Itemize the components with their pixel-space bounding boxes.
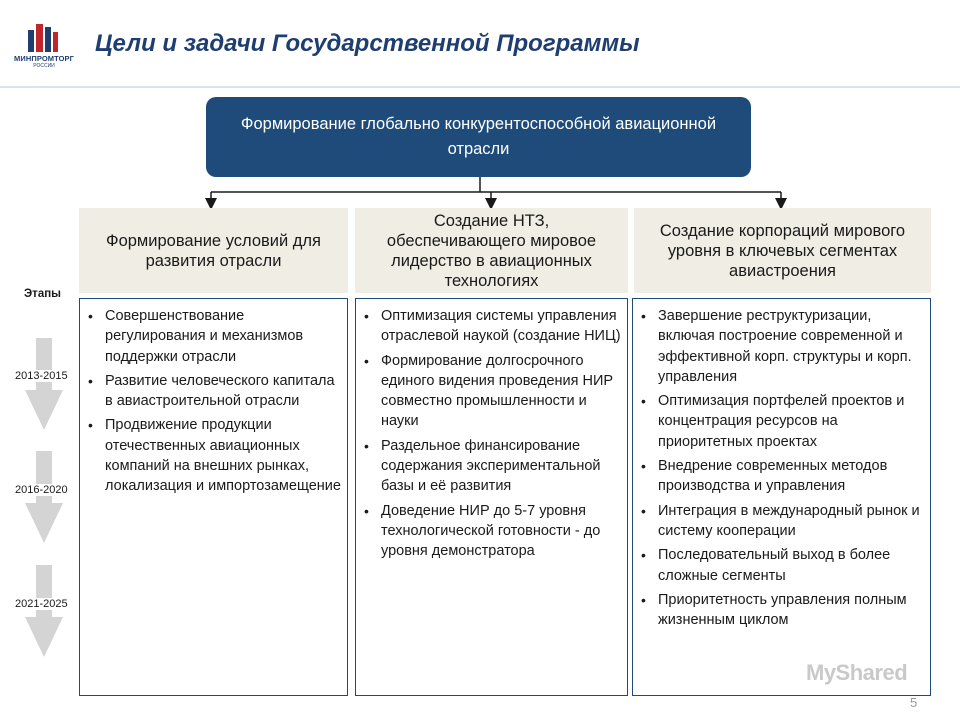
task-text: Последовательный выход в более сложные сегменты xyxy=(658,547,891,584)
list-item xyxy=(639,391,924,452)
bullet-icon: • xyxy=(364,437,369,454)
list-item xyxy=(362,436,621,497)
stage-arrow-icon xyxy=(25,338,63,430)
task-text: Продвижение продукции отечественных авиационных компаний на внешних рынках, локализация и импортозамещение xyxy=(105,417,341,495)
watermark-text: MyShared xyxy=(806,660,908,685)
bullet-icon: • xyxy=(88,417,93,434)
task-text: Раздельное финансирование содержания экспериментальной базы и её развития xyxy=(381,437,601,495)
bullet-icon: • xyxy=(364,352,369,369)
page-number: 5 xyxy=(910,695,918,710)
bullet-icon: • xyxy=(641,393,646,410)
task-text: Развитие человеческого капитала в авиастроительной отрасли xyxy=(105,372,335,410)
tasks-box-conditions xyxy=(79,298,348,696)
task-text: Формирование долгосрочного единого видения проведения НИР совместно промышленности и науки xyxy=(381,352,614,430)
task-text: Оптимизация системы управления отраслевой наукой (создание НИЦ) xyxy=(381,308,621,345)
stage-arrow-icon xyxy=(25,451,63,543)
list-item xyxy=(639,306,924,387)
list-item xyxy=(362,351,621,432)
task-text: Интеграция в международный рынок и систему кооперации xyxy=(658,502,920,539)
bullet-icon: • xyxy=(641,591,646,608)
list-item xyxy=(86,415,341,496)
bullet-icon: • xyxy=(364,502,369,519)
list-item xyxy=(639,590,924,631)
goal-text: Формирование условий для развития отрасли xyxy=(106,231,321,270)
task-text: Оптимизация портфелей проектов и концентрация ресурсов на приоритетных проектах xyxy=(658,393,905,450)
bullet-icon: • xyxy=(641,308,646,324)
bullet-icon: • xyxy=(88,308,93,324)
stage-period: 2016-2020 xyxy=(15,484,68,496)
stage-arrow-icon xyxy=(25,565,63,657)
tasks-box-technology xyxy=(355,298,628,696)
task-text: Завершение реструктуризации, включая построение современной и эффективной корп. структуры и корп. управления xyxy=(658,308,912,385)
list-item xyxy=(362,306,621,347)
task-list xyxy=(362,306,621,562)
stage-period: 2013-2015 xyxy=(15,370,68,382)
stage-period: 2021-2025 xyxy=(15,598,68,610)
list-item xyxy=(86,371,341,412)
task-list xyxy=(639,306,924,630)
bullet-icon: • xyxy=(641,502,646,519)
goal-box-corporations xyxy=(634,208,931,293)
list-item xyxy=(86,306,341,367)
goal-box-conditions xyxy=(79,208,348,293)
logo-text: МИНПРОМТОРГ xyxy=(13,54,74,63)
list-item xyxy=(639,501,924,542)
logo-subtext: РОССИИ xyxy=(33,63,55,69)
task-text: Приоритетность управления полным жизненным циклом xyxy=(658,591,907,629)
task-text: Внедрение современных методов производства и управления xyxy=(658,458,888,495)
main-goal-text: Формирование глобально конкурентоспособной авиационной отрасли xyxy=(240,115,717,158)
bullet-icon: • xyxy=(641,547,646,564)
goal-text: Создание НТЗ, обеспечивающего мировое лидерство в авиационных технологиях xyxy=(386,211,597,290)
goal-text: Создание корпораций мирового уровня в ключевых сегментах авиастроения xyxy=(659,221,906,280)
tasks-box-corporations xyxy=(632,298,931,696)
list-item xyxy=(362,501,621,562)
bullet-icon: • xyxy=(88,372,93,389)
task-text: Совершенствование регулирования и механизмов поддержки отрасли xyxy=(105,308,304,365)
task-list xyxy=(86,306,341,497)
stages-label: Этапы xyxy=(24,288,61,300)
list-item xyxy=(639,545,924,586)
goal-box-technology xyxy=(355,208,628,293)
bullet-icon: • xyxy=(641,458,646,475)
page-title: Цели и задачи Государственной Программы xyxy=(95,30,640,57)
list-item xyxy=(639,456,924,497)
task-text: Доведение НИР до 5-7 уровня технологической готовности - до уровня демонстратора xyxy=(381,502,601,560)
bullet-icon: • xyxy=(364,308,369,324)
